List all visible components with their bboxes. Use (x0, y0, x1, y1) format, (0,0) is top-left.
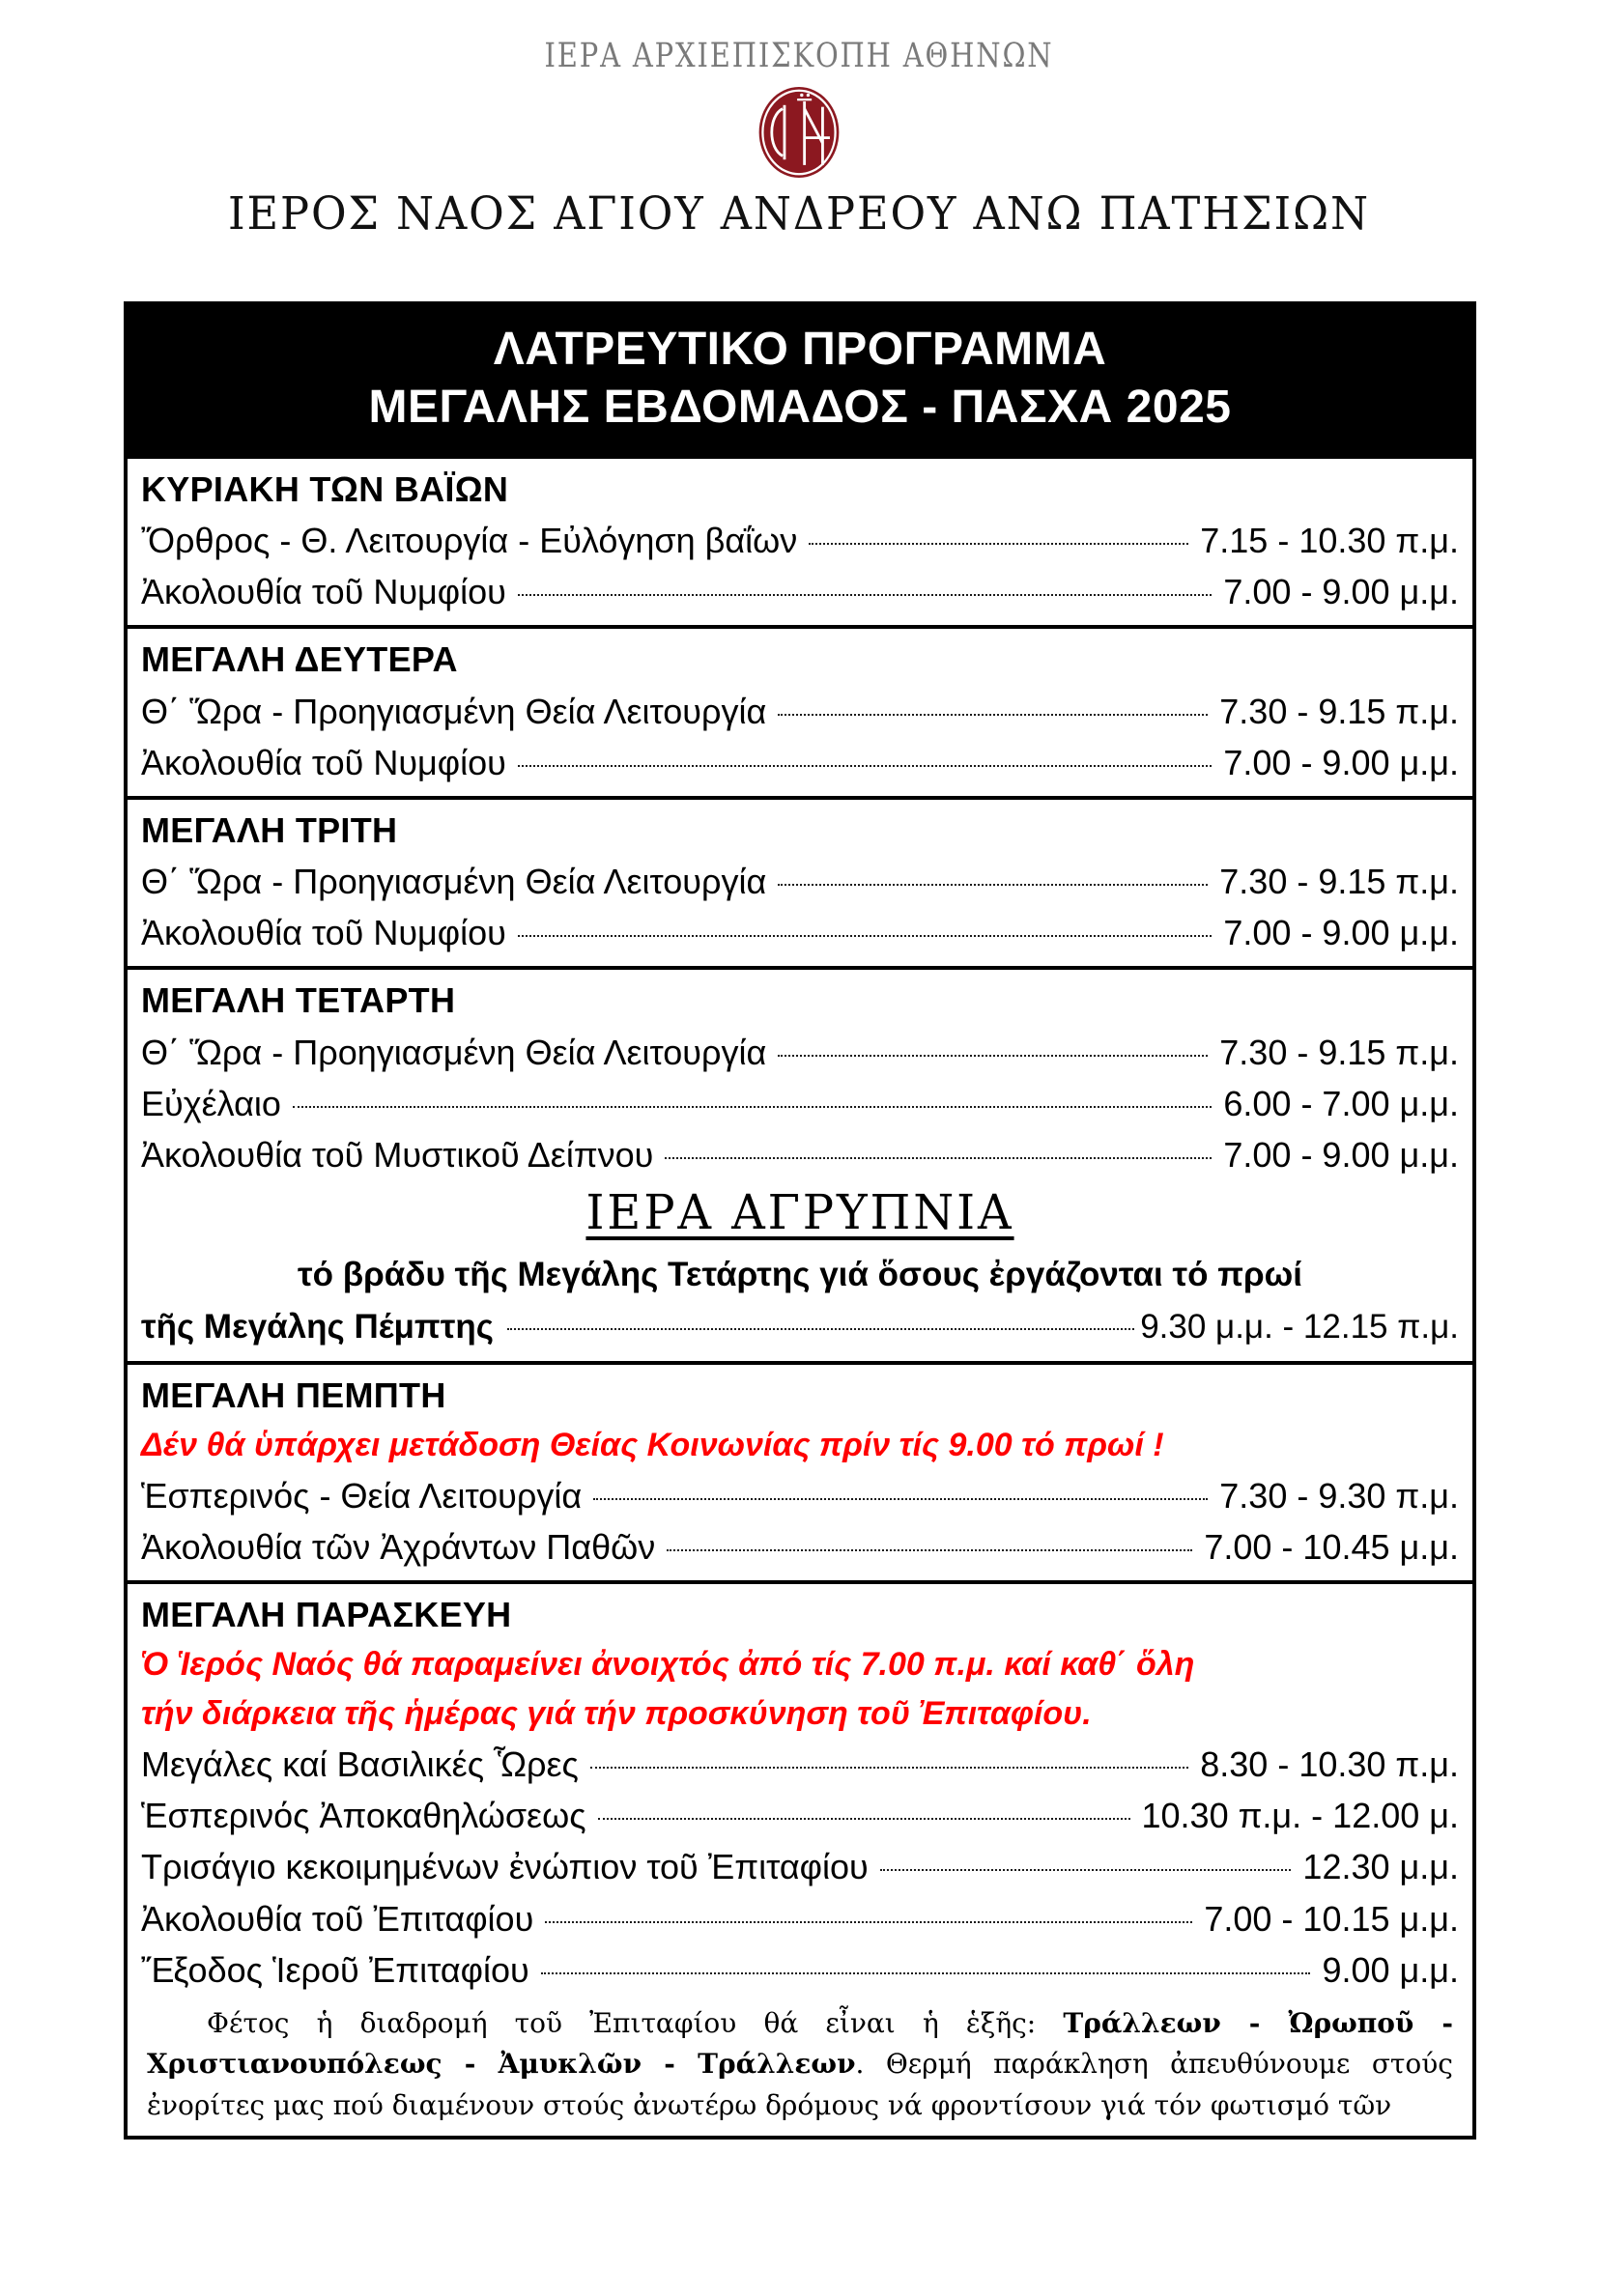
service-time: 7.00 - 9.00 μ.μ. (1223, 572, 1459, 612)
day-block-holy-wednesday (128, 966, 1472, 1361)
leader-dots (518, 935, 1213, 937)
service-time: 7.00 - 9.00 μ.μ. (1223, 742, 1459, 782)
service-row (141, 737, 1459, 788)
service-time: 6.00 - 7.00 μ.μ. (1223, 1083, 1459, 1123)
leader-dots (665, 1157, 1212, 1159)
service-row (141, 1521, 1459, 1573)
day-block-holy-monday (128, 625, 1472, 795)
route-note-tail: . Θερμή παράκληση ἀπευθύνουμε στούς ἐνορίτες μας πού διαμένουν στούς ἀνωτέρω δρόμους νά φροντίσουν γιά τόν φωτισμό τῶν (147, 2048, 1453, 2121)
service-row (141, 1841, 1459, 1892)
service-time: 7.30 - 9.15 π.μ. (1219, 1032, 1459, 1072)
leader-dots (778, 714, 1208, 716)
service-row (141, 515, 1459, 566)
service-time: 7.00 - 9.00 μ.μ. (1223, 1134, 1459, 1175)
vigil-description: τό βράδυ τῆς Μεγάλης Τετάρτης γιά ὅσους ἐργάζονται τό πρωί (298, 1255, 1302, 1293)
route-note-intro: Φέτος ἡ διαδρομή τοῦ Ἐπιταφίου θά εἶναι ἡ ἑξῆς: (207, 2006, 1064, 2039)
day-block-holy-thursday (128, 1361, 1472, 1580)
service-row (141, 856, 1459, 907)
route-streets: Τράλλεων - Ὠρωποῦ - Χριστιανουπόλεως - Ἀμυκλῶν - Τράλλεων (147, 2006, 1453, 2081)
service-label: Ἀκολουθία τοῦ Ἐπιταφίου (141, 1898, 534, 1939)
epitaphios-route-note (141, 1996, 1459, 2129)
service-label: Ἀκολουθία τοῦ Νυμφίου (141, 572, 506, 612)
day-title: ΜΕΓΑΛΗ ΔΕΥΤΕΡΑ (141, 639, 458, 680)
leader-dots (778, 884, 1208, 886)
leader-dots (778, 1055, 1208, 1057)
service-time: 12.30 μ.μ. (1302, 1847, 1459, 1887)
vigil-service-time: 9.30 μ.μ. - 12.15 π.μ. (1140, 1308, 1459, 1346)
program-page (0, 37, 1598, 2296)
program-banner (128, 305, 1472, 455)
archdiocese-monogram-icon (754, 81, 844, 184)
service-time: 8.30 - 10.30 π.μ. (1200, 1744, 1459, 1785)
service-time: 9.00 μ.μ. (1322, 1949, 1459, 1990)
service-row (141, 1129, 1459, 1180)
leader-dots (667, 1549, 1192, 1551)
service-label: Θ΄ Ὥρα - Προηγιασμένη Θεία Λειτουργία (141, 1032, 767, 1072)
service-label: Ἑσπερινός - Θεία Λειτουργία (141, 1475, 583, 1516)
leader-dots (518, 765, 1213, 767)
service-label: Θ΄ Ὥρα - Προηγιασμένη Θεία Λειτουργία (141, 691, 767, 731)
service-time: 7.15 - 10.30 π.μ. (1200, 521, 1459, 561)
service-row (141, 1739, 1459, 1790)
leader-dots (593, 1498, 1208, 1500)
service-label: Μεγάλες καί Βασιλικές Ὧρες (141, 1744, 579, 1785)
service-row (141, 566, 1459, 617)
communion-notice: Δέν θά ὑπάρχει μετάδοση Θείας Κοινωνίας πρίν τίς 9.00 τό πρωί ! (141, 1427, 1164, 1464)
day-block-palm-sunday (128, 455, 1472, 625)
vigil-service-label: τῆς Μεγάλης Πέμπτης (141, 1308, 494, 1346)
service-label: Εὐχέλαιο (141, 1083, 281, 1123)
program-table (124, 301, 1476, 2140)
banner-line-2: ΜΕΓΑΛΗΣ ΕΒΔΟΜΑΔΟΣ - ΠΑΣΧΑ 2025 (368, 382, 1232, 434)
church-open-notice-line-2: τήν διάρκεια τῆς ἡμέρας γιά τήν προσκύνηση τοῦ Ἐπιταφίου. (141, 1695, 1092, 1733)
day-title: ΚΥΡΙΑΚΗ ΤΩΝ ΒΑΪΩΝ (141, 468, 509, 509)
service-time: 7.00 - 10.45 μ.μ. (1204, 1527, 1459, 1568)
leader-dots (541, 1972, 1311, 1974)
service-label: Ἔξοδος Ἱεροῦ Ἐπιταφίου (141, 1949, 529, 1990)
service-row (141, 907, 1459, 958)
leader-dots (293, 1106, 1212, 1108)
day-title: ΜΕΓΑΛΗ ΠΑΡΑΣΚΕΥΗ (141, 1595, 512, 1635)
leader-dots (598, 1818, 1130, 1820)
service-row (141, 1078, 1459, 1129)
leader-dots (518, 594, 1213, 596)
archdiocese-title: ΙΕΡΑ ΑΡΧΙΕΠΙΣΚΟΠΗ ΑΘΗΝΩΝ (544, 37, 1054, 75)
service-time: 7.00 - 9.00 μ.μ. (1223, 913, 1459, 953)
logo-container (0, 81, 1598, 184)
service-row (141, 1893, 1459, 1944)
leader-dots (507, 1328, 1134, 1330)
service-row (141, 1790, 1459, 1841)
service-row (141, 686, 1459, 737)
service-label: Ἀκολουθία τῶν Ἀχράντων Παθῶν (141, 1527, 656, 1568)
service-label: Τρισάγιο κεκοιμημένων ἐνώπιον τοῦ Ἐπιταφίου (141, 1847, 869, 1887)
service-row (141, 1944, 1459, 1996)
leader-dots (880, 1869, 1292, 1871)
church-open-notice-line-1: Ὁ Ἱερός Ναός θά παραμείνει ἀνοιχτός ἀπό τίς 7.00 π.μ. καί καθ΄ ὅλη (141, 1646, 1195, 1684)
service-label: Θ΄ Ὥρα - Προηγιασμένη Θεία Λειτουργία (141, 862, 767, 902)
leader-dots (590, 1767, 1188, 1769)
service-time: 7.30 - 9.15 π.μ. (1219, 691, 1459, 731)
day-block-good-friday (128, 1580, 1472, 2136)
service-time: 7.30 - 9.30 π.μ. (1219, 1475, 1459, 1516)
vigil-service-row (141, 1300, 1459, 1353)
leader-dots (545, 1921, 1192, 1923)
church-title: ΙΕΡΟΣ ΝΑΟΣ ΑΓΙΟΥ ΑΝΔΡΕΟΥ ΑΝΩ ΠΑΤΗΣΙΩΝ (228, 187, 1370, 241)
service-label: Ἑσπερινός Ἀποκαθηλώσεως (141, 1796, 586, 1836)
service-label: Ἀκολουθία τοῦ Νυμφίου (141, 913, 506, 953)
service-row (141, 1027, 1459, 1078)
service-time: 7.00 - 10.15 μ.μ. (1204, 1898, 1459, 1939)
day-title: ΜΕΓΑΛΗ ΠΕΜΠΤΗ (141, 1375, 446, 1415)
vigil-title: ΙΕΡΑ ΑΓΡΥΠΝΙΑ (585, 1183, 1014, 1240)
banner-line-1: ΛΑΤΡΕΥΤΙΚΟ ΠΡΟΓΡΑΜΜΑ (493, 324, 1107, 375)
day-block-holy-tuesday (128, 796, 1472, 966)
service-label: Ἀκολουθία τοῦ Μυστικοῦ Δείπνου (141, 1134, 654, 1175)
day-title: ΜΕΓΑΛΗ ΤΡΙΤΗ (141, 809, 398, 850)
service-label: Ὄρθρος - Θ. Λειτουργία - Εὐλόγηση βαΐων (141, 521, 798, 561)
service-time: 10.30 π.μ. - 12.00 μ. (1141, 1796, 1459, 1836)
service-row (141, 1470, 1459, 1521)
service-label: Ἀκολουθία τοῦ Νυμφίου (141, 742, 506, 782)
leader-dots (809, 543, 1188, 545)
day-title: ΜΕΓΑΛΗ ΤΕΤΑΡΤΗ (141, 980, 456, 1021)
service-time: 7.30 - 9.15 π.μ. (1219, 862, 1459, 902)
